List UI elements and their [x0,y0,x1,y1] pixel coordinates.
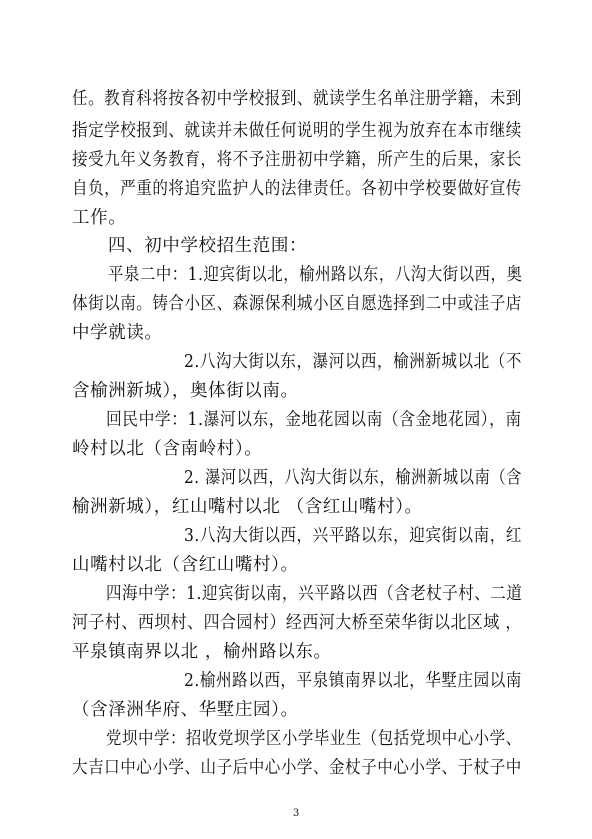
text-line: （含泽洲华府、华墅庄园）。 [72,700,299,720]
text-line: 工作。 [72,208,127,228]
text-line: 体街以南。铸合小区、森源保利城小区自愿选择到二中或洼子店 [72,294,522,314]
text-line: 岭村以北（含南岭村）。 [72,439,263,459]
text-line: 河子村、西坝村、四合园村）经西河大桥至荣华街以北区域 ， [72,613,522,633]
text-line: 榆洲新城），红山嘴村以北 （含红山嘴村）。 [72,497,423,517]
text-line: 自负，严重的将追究监护人的法律责任。各初中学校要做好宣传 [72,179,522,199]
text-line: 2. 瀑河以西，八沟大街以东，榆洲新城以南（含 [184,468,523,488]
text-line: 指定学校报到、就读并未做任何说明的学生视为放弃在本市继续 [72,121,522,141]
text-line: 3.八沟大街以西，兴平路以东，迎宾街以南，红 [184,526,522,546]
text-line: 平泉二中：1.迎宾街以北，榆州路以东，八沟大街以西，奥 [108,265,523,285]
page-number: 3 [292,808,300,819]
text-line: 党坝中学：招收党坝学区小学毕业生（包括党坝中心小学、 [106,729,522,749]
text-line: 任。教育科将按各初中学校报到、就读学生名单注册学籍，未到 [72,89,522,109]
text-line: 中学就读。 [72,323,163,343]
text-line: 大吉口中心小学、山子后中心小学、金杖子中心小学、于杖子中 [72,758,522,778]
section-heading: 四、初中学校招生范围： [108,236,308,256]
text-line: 山嘴村以北（含红山嘴村）。 [72,555,299,575]
text-line: 含榆洲新城），奥体街以南。 [72,381,299,401]
text-line: 2.榆州路以西，平泉镇南界以北，华墅庄园以南 [184,671,522,691]
text-line: 2.八沟大街以东，瀑河以西，榆洲新城以北（不 [184,352,522,372]
text-line: 四海中学：1.迎宾街以南，兴平路以西（含老杖子村、二道 [106,584,523,604]
text-line: 接受九年义务教育，将不予注册初中学籍，所产生的后果，家长 [72,150,522,170]
text-line: 平泉镇南界以北 ，榆州路以东。 [72,642,332,662]
text-line: 回民中学：1.瀑河以东，金地花园以南（含金地花园），南 [106,410,522,430]
